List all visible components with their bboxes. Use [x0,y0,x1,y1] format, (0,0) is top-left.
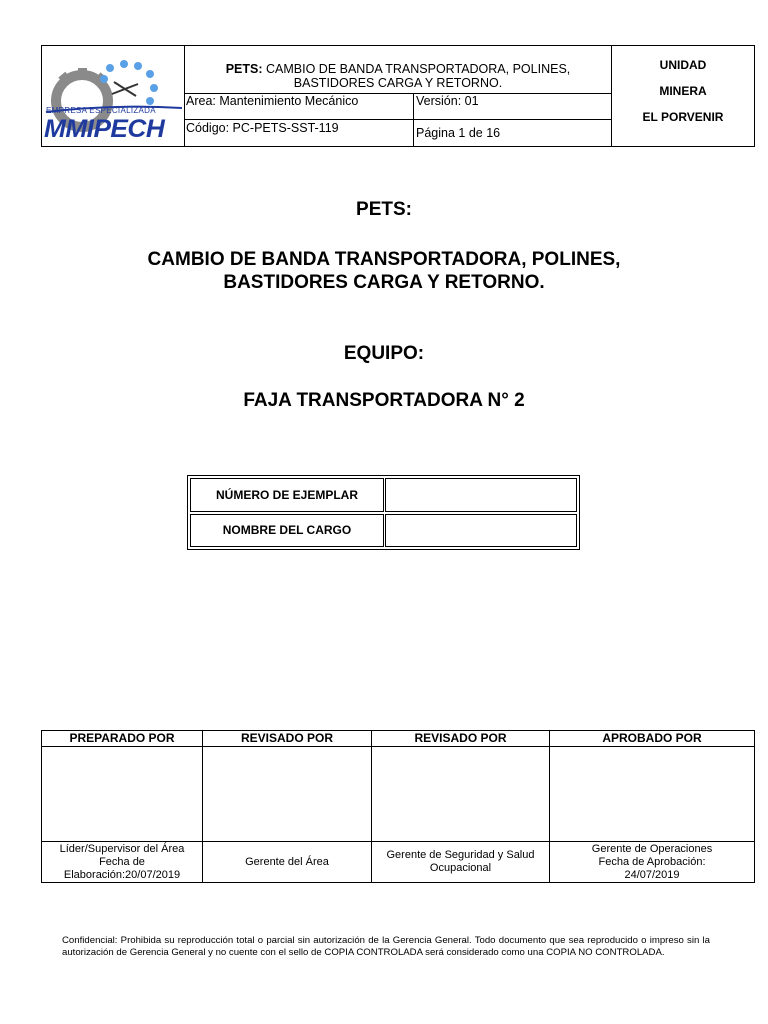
cargo-name-value [385,514,577,547]
ejemplar-number-label: NÚMERO DE EJEMPLAR [190,478,384,512]
equipo-name: FAJA TRANSPORTADORA N° 2 [243,390,525,411]
header-area: Area: Mantenimiento Mecánico [185,94,414,120]
role-line: Gerente de Operaciones [591,842,713,855]
header-page: Página 1 de 16 [416,126,501,140]
company-logo-cell [42,46,185,146]
role-line: 24/07/2019 [624,868,680,881]
header-pets-label: PETS: [225,62,263,76]
logo-subtitle: EMPRESA ESPECIALIZADA [46,106,156,115]
signature-space [372,747,550,842]
unit-line2: MINERA [659,84,707,98]
signature-header-prepared: PREPARADO POR [42,731,203,747]
header-code: Código: PC-PETS-SST-119 [185,120,414,146]
logo-text: MMIPECH [44,115,165,143]
signature-role-reviewed-2 [372,842,550,882]
role-line: Fecha de Aprobación: [598,855,706,868]
role-line: Ocupacional [429,862,492,874]
signature-space [550,747,754,842]
ejemplar-number-value [385,478,577,512]
main-title-line2: BASTIDORES CARGA Y RETORNO. [223,272,545,293]
header-title-line2: BASTIDORES CARGA Y RETORNO. [293,76,503,90]
role-line: Fecha de [99,855,145,868]
signature-space [203,747,372,842]
signature-header-reviewed-2: REVISADO POR [372,731,550,747]
signature-space [42,747,203,842]
role-line: Gerente del Área [245,855,329,868]
signature-role-prepared [42,842,203,882]
pets-heading: PETS: [356,199,412,220]
confidentiality-notice: Confidencial: Prohibida su reproducción total o parcial sin autorización de la Gerencia General. Todo documento que sea reproducido o impreso sin la autorización de Gerencia General y no cuente con el sello de COPIA CONTROLADA será considerado como una COPIA NO CONTROLADA. [62,935,710,958]
main-title-line1: CAMBIO DE BANDA TRANSPORTADORA, POLINES, [147,249,621,270]
header-version: Versión: 01 [414,94,611,120]
unit-line3: EL PORVENIR [642,110,724,124]
header-title [185,46,611,94]
signature-role-reviewed-1 [203,842,372,882]
signature-role-approved [550,842,754,882]
role-line: Elaboración:20/07/2019 [63,868,181,881]
ejemplar-table [187,475,580,550]
role-line: Líder/Supervisor del Área [59,842,185,855]
role-line: Gerente de Seguridad y Salud [386,849,535,861]
header-title-line1: CAMBIO DE BANDA TRANSPORTADORA, POLINES, [266,62,571,76]
unit-line1: UNIDAD [659,58,707,72]
signature-table [41,730,755,883]
signature-header-reviewed-1: REVISADO POR [203,731,372,747]
cargo-name-label: NOMBRE DEL CARGO [190,514,384,547]
header-unit [611,46,754,146]
document-header [41,45,755,147]
equipo-heading: EQUIPO: [343,343,425,364]
signature-header-approved: APROBADO POR [550,731,754,747]
